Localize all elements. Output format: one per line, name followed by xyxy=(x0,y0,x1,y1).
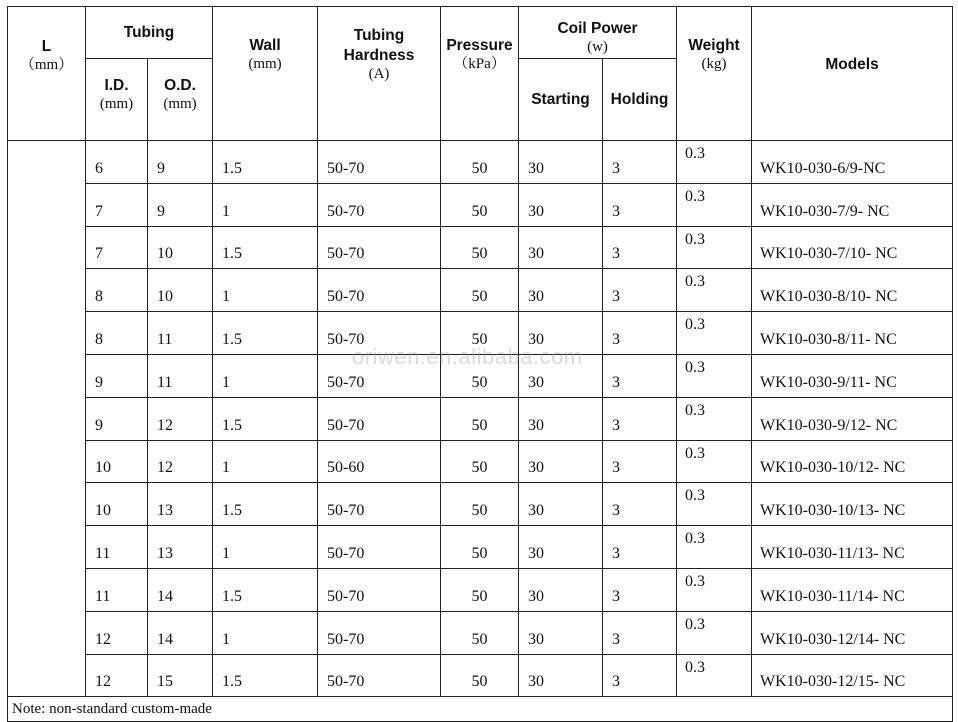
cell-holding xyxy=(603,611,677,654)
header-od xyxy=(148,59,213,141)
cell-od xyxy=(148,440,213,483)
cell-model-text: WK10-030-8/11- NC xyxy=(760,330,897,348)
header-weight xyxy=(677,7,752,141)
table-row xyxy=(8,654,953,697)
cell-od-text: 12 xyxy=(157,459,173,477)
cell-od-text: 10 xyxy=(157,288,173,306)
cell-pressure xyxy=(441,654,519,697)
cell-holding xyxy=(603,440,677,483)
cell-starting xyxy=(519,269,603,312)
cell-od xyxy=(148,354,213,397)
cell-starting xyxy=(519,440,603,483)
cell-od-text: 13 xyxy=(157,544,173,562)
table-row xyxy=(8,141,953,184)
header-pressure-label: Pressure xyxy=(446,37,513,54)
cell-pressure-text: 50 xyxy=(471,630,488,648)
cell-id-text: 12 xyxy=(95,673,111,691)
cell-model xyxy=(752,611,953,654)
cell-wall-text: 1 xyxy=(222,202,230,220)
cell-id-text: 9 xyxy=(95,416,103,434)
cell-weight-text: 0.3 xyxy=(685,187,706,205)
cell-pressure-text: 50 xyxy=(471,459,488,477)
cell-id xyxy=(86,654,148,697)
watermark: oriwen.en.alibaba.com xyxy=(352,344,583,369)
header-hardness xyxy=(318,7,441,141)
cell-od xyxy=(148,226,213,269)
cell-wall xyxy=(213,568,318,611)
note-row xyxy=(8,697,953,722)
cell-weight xyxy=(677,141,752,184)
cell-weight xyxy=(677,611,752,654)
cell-od xyxy=(148,526,213,569)
cell-hardness xyxy=(318,611,441,654)
cell-weight-text: 0.3 xyxy=(685,230,706,248)
cell-id xyxy=(86,483,148,526)
cell-hardness xyxy=(318,354,441,397)
cell-hardness xyxy=(318,568,441,611)
cell-pressure-text: 50 xyxy=(471,202,488,220)
cell-starting-text: 30 xyxy=(528,459,544,477)
cell-wall-text: 1.5 xyxy=(222,587,242,605)
cell-id xyxy=(86,611,148,654)
cell-weight xyxy=(677,440,752,483)
cell-hardness-text: 50-70 xyxy=(327,245,365,263)
cell-pressure-text: 50 xyxy=(471,159,488,177)
cell-od xyxy=(148,611,213,654)
cell-wall-text: 1 xyxy=(222,373,230,391)
cell-model-text: WK10-030-9/12- NC xyxy=(760,416,898,434)
cell-model xyxy=(752,269,953,312)
cell-id-text: 7 xyxy=(95,202,103,220)
cell-starting-text: 30 xyxy=(528,630,544,648)
cell-pressure xyxy=(441,312,519,355)
cell-hardness-text: 50-70 xyxy=(327,544,365,562)
cell-od xyxy=(148,654,213,697)
table-row xyxy=(8,312,953,355)
cell-holding-text: 3 xyxy=(612,459,620,477)
cell-holding xyxy=(603,397,677,440)
cell-wall xyxy=(213,611,318,654)
cell-weight xyxy=(677,397,752,440)
cell-hardness xyxy=(318,654,441,697)
cell-hardness-text: 50-70 xyxy=(327,330,365,348)
cell-id-text: 9 xyxy=(95,373,103,391)
cell-holding-text: 3 xyxy=(612,288,620,306)
header-hardness-unit: (A) xyxy=(368,66,390,82)
cell-starting-text: 30 xyxy=(528,245,544,263)
cell-hardness xyxy=(318,312,441,355)
cell-model-text: WK10-030-12/15- NC xyxy=(760,673,906,691)
cell-od-text: 9 xyxy=(157,202,165,220)
cell-weight xyxy=(677,226,752,269)
cell-pressure xyxy=(441,483,519,526)
cell-wall xyxy=(213,526,318,569)
header-hardness-line1: Tubing xyxy=(353,27,405,44)
spec-table xyxy=(7,6,953,722)
cell-holding-text: 3 xyxy=(612,245,620,263)
cell-model xyxy=(752,654,953,697)
cell-starting xyxy=(519,611,603,654)
header-l-unit: （mm） xyxy=(19,57,74,73)
table-row xyxy=(8,440,953,483)
cell-od-text: 11 xyxy=(157,330,173,348)
cell-hardness-text: 50-70 xyxy=(327,673,365,691)
cell-od xyxy=(148,397,213,440)
cell-holding xyxy=(603,568,677,611)
header-coil-power-unit: (w) xyxy=(587,39,608,55)
cell-id xyxy=(86,440,148,483)
cell-od-text: 11 xyxy=(157,373,173,391)
header-id xyxy=(86,59,148,141)
cell-od-text: 14 xyxy=(157,630,173,648)
cell-od xyxy=(148,312,213,355)
cell-hardness xyxy=(318,440,441,483)
cell-starting-text: 30 xyxy=(528,416,544,434)
cell-hardness-text: 50-70 xyxy=(327,288,365,306)
header-id-unit: (mm) xyxy=(99,96,134,112)
cell-model xyxy=(752,141,953,184)
cell-id-text: 10 xyxy=(95,459,111,477)
header-od-unit: (mm) xyxy=(163,96,197,112)
cell-pressure xyxy=(441,141,519,184)
table-row xyxy=(8,568,953,611)
cell-id xyxy=(86,312,148,355)
cell-weight xyxy=(677,183,752,226)
header-coil-power xyxy=(519,7,677,59)
cell-starting xyxy=(519,483,603,526)
header-l-label: L xyxy=(41,38,52,55)
cell-pressure xyxy=(441,354,519,397)
header-id-label: I.D. xyxy=(104,77,129,94)
cell-id xyxy=(86,526,148,569)
cell-pressure-text: 50 xyxy=(471,245,488,263)
cell-starting-text: 30 xyxy=(528,502,544,520)
cell-weight xyxy=(677,312,752,355)
cell-od xyxy=(148,483,213,526)
cell-id xyxy=(86,397,148,440)
cell-holding xyxy=(603,312,677,355)
cell-pressure-text: 50 xyxy=(471,330,488,348)
cell-holding xyxy=(603,269,677,312)
header-models xyxy=(752,7,953,141)
cell-hardness xyxy=(318,141,441,184)
header-tubing xyxy=(86,7,213,59)
cell-od xyxy=(148,141,213,184)
cell-pressure-text: 50 xyxy=(471,502,488,520)
cell-wall-text: 1.5 xyxy=(222,416,242,434)
cell-id-text: 11 xyxy=(95,587,111,605)
cell-id xyxy=(86,226,148,269)
cell-wall-text: 1.5 xyxy=(222,502,242,520)
cell-holding-text: 3 xyxy=(612,330,620,348)
cell-id-text: 8 xyxy=(95,330,103,348)
table-row xyxy=(8,483,953,526)
table-row xyxy=(8,183,953,226)
cell-wall xyxy=(213,226,318,269)
cell-pressure xyxy=(441,568,519,611)
cell-wall-text: 1.5 xyxy=(222,245,242,263)
cell-od-text: 15 xyxy=(157,673,173,691)
header-weight-unit: (kg) xyxy=(701,56,727,72)
cell-starting xyxy=(519,568,603,611)
header-wall-label: Wall xyxy=(249,37,281,54)
cell-pressure-text: 50 xyxy=(471,544,488,562)
cell-holding xyxy=(603,526,677,569)
header-coil-power-label: Coil Power xyxy=(557,20,638,37)
cell-weight xyxy=(677,526,752,569)
table-row xyxy=(8,269,953,312)
cell-holding-text: 3 xyxy=(612,373,620,391)
cell-model xyxy=(752,568,953,611)
header-od-label: O.D. xyxy=(164,77,196,94)
cell-id-text: 11 xyxy=(95,544,111,562)
cell-wall-text: 1.5 xyxy=(222,330,242,348)
cell-starting xyxy=(519,226,603,269)
cell-id xyxy=(86,354,148,397)
cell-holding-text: 3 xyxy=(612,159,620,177)
table-row xyxy=(8,611,953,654)
cell-pressure-text: 50 xyxy=(471,416,488,434)
header-holding-label: Holding xyxy=(610,90,669,108)
cell-model xyxy=(752,440,953,483)
cell-starting xyxy=(519,354,603,397)
cell-wall-text: 1 xyxy=(222,288,230,306)
cell-holding-text: 3 xyxy=(612,673,620,691)
cell-starting-text: 30 xyxy=(528,544,544,562)
cell-wall-text: 1.5 xyxy=(222,673,242,691)
header-wall xyxy=(213,7,318,141)
cell-od-text: 9 xyxy=(157,159,165,177)
cell-wall xyxy=(213,354,318,397)
cell-starting-text: 30 xyxy=(528,373,544,391)
header-l xyxy=(8,7,86,141)
cell-wall-text: 1.5 xyxy=(222,159,242,177)
cell-starting-text: 30 xyxy=(528,330,544,348)
cell-hardness-text: 50-70 xyxy=(327,502,365,520)
cell-pressure-text: 50 xyxy=(471,673,488,691)
cell-od-text: 13 xyxy=(157,502,173,520)
cell-pressure-text: 50 xyxy=(471,288,488,306)
cell-pressure-text: 50 xyxy=(471,587,488,605)
cell-holding-text: 3 xyxy=(612,544,620,562)
cell-hardness xyxy=(318,226,441,269)
cell-starting xyxy=(519,312,603,355)
cell-holding-text: 3 xyxy=(612,416,620,434)
cell-id-text: 10 xyxy=(95,502,111,520)
cell-od-text: 12 xyxy=(157,416,173,434)
cell-model-text: WK10-030-10/13- NC xyxy=(760,502,906,520)
cell-wall xyxy=(213,654,318,697)
table-row xyxy=(8,354,953,397)
cell-weight-text: 0.3 xyxy=(685,572,706,590)
cell-model-text: WK10-030-10/12- NC xyxy=(760,459,906,477)
cell-hardness-text: 50-70 xyxy=(327,416,365,434)
cell-wall xyxy=(213,141,318,184)
table-row xyxy=(8,226,953,269)
cell-weight-text: 0.3 xyxy=(685,145,706,162)
table-body xyxy=(8,141,953,697)
cell-pressure xyxy=(441,611,519,654)
cell-model xyxy=(752,226,953,269)
cell-weight xyxy=(677,483,752,526)
cell-wall xyxy=(213,269,318,312)
cell-model-text: WK10-030-11/14- NC xyxy=(760,587,905,605)
cell-hardness-text: 50-70 xyxy=(327,159,365,177)
cell-pressure xyxy=(441,526,519,569)
cell-wall xyxy=(213,397,318,440)
cell-model xyxy=(752,183,953,226)
header-models-label: Models xyxy=(825,55,879,73)
cell-id-text: 7 xyxy=(95,245,103,263)
header-starting-label: Starting xyxy=(531,90,590,108)
cell-weight xyxy=(677,354,752,397)
cell-holding xyxy=(603,654,677,697)
table-row xyxy=(8,397,953,440)
cell-hardness xyxy=(318,397,441,440)
cell-od-text: 10 xyxy=(157,245,173,263)
cell-hardness xyxy=(318,269,441,312)
cell-wall xyxy=(213,183,318,226)
cell-od xyxy=(148,183,213,226)
cell-model-text: WK10-030-11/13- NC xyxy=(760,544,905,562)
cell-weight xyxy=(677,568,752,611)
header-weight-label: Weight xyxy=(688,37,740,54)
cell-hardness xyxy=(318,483,441,526)
cell-starting-text: 30 xyxy=(528,587,544,605)
cell-holding-text: 3 xyxy=(612,502,620,520)
cell-od xyxy=(148,568,213,611)
cell-weight-text: 0.3 xyxy=(685,444,706,462)
header-wall-unit: (mm) xyxy=(248,56,282,72)
l-column-cell xyxy=(8,141,86,697)
cell-weight xyxy=(677,269,752,312)
cell-id xyxy=(86,141,148,184)
cell-hardness-text: 50-60 xyxy=(327,459,365,477)
cell-weight-text: 0.3 xyxy=(685,316,706,334)
cell-id xyxy=(86,183,148,226)
cell-model-text: WK10-030-9/11- NC xyxy=(760,373,897,391)
cell-model-text: WK10-030-7/10- NC xyxy=(760,245,898,263)
cell-wall-text: 1 xyxy=(222,630,230,648)
cell-weight-text: 0.3 xyxy=(685,530,706,548)
cell-hardness xyxy=(318,526,441,569)
cell-model-text: WK10-030-6/9-NC xyxy=(760,159,886,177)
cell-wall-text: 1 xyxy=(222,544,230,562)
cell-pressure xyxy=(441,226,519,269)
header-pressure-unit: （kPa） xyxy=(453,56,506,72)
cell-model-text: WK10-030-7/9- NC xyxy=(760,202,890,220)
cell-model xyxy=(752,312,953,355)
cell-weight-text: 0.3 xyxy=(685,401,706,419)
cell-starting xyxy=(519,654,603,697)
cell-starting xyxy=(519,397,603,440)
cell-od xyxy=(148,269,213,312)
cell-starting xyxy=(519,141,603,184)
cell-wall xyxy=(213,312,318,355)
cell-starting-text: 30 xyxy=(528,202,544,220)
cell-wall-text: 1 xyxy=(222,459,230,477)
cell-hardness-text: 50-70 xyxy=(327,202,365,220)
cell-hardness-text: 50-70 xyxy=(327,373,365,391)
header-pressure xyxy=(441,7,519,141)
cell-hardness xyxy=(318,183,441,226)
cell-pressure xyxy=(441,440,519,483)
cell-weight-text: 0.3 xyxy=(685,658,706,676)
cell-hardness-text: 50-70 xyxy=(327,587,365,605)
cell-starting-text: 30 xyxy=(528,159,544,177)
cell-holding-text: 3 xyxy=(612,202,620,220)
cell-starting-text: 30 xyxy=(528,673,544,691)
header-hardness-line2: Hardness xyxy=(343,47,415,64)
table-row xyxy=(8,526,953,569)
cell-holding-text: 3 xyxy=(612,587,620,605)
cell-pressure xyxy=(441,269,519,312)
cell-starting xyxy=(519,526,603,569)
cell-model-text: WK10-030-12/14- NC xyxy=(760,630,906,648)
cell-holding-text: 3 xyxy=(612,630,620,648)
cell-weight-text: 0.3 xyxy=(685,615,706,633)
cell-model xyxy=(752,526,953,569)
cell-weight-text: 0.3 xyxy=(685,487,706,505)
cell-wall xyxy=(213,440,318,483)
cell-pressure-text: 50 xyxy=(471,373,488,391)
cell-holding xyxy=(603,183,677,226)
cell-model xyxy=(752,397,953,440)
cell-model xyxy=(752,483,953,526)
cell-pressure xyxy=(441,183,519,226)
header-tubing-label: Tubing xyxy=(123,23,175,41)
cell-starting-text: 30 xyxy=(528,288,544,306)
cell-od-text: 14 xyxy=(157,587,173,605)
cell-pressure xyxy=(441,397,519,440)
cell-weight-text: 0.3 xyxy=(685,358,706,376)
note-text: Note: non-standard custom-made xyxy=(12,700,212,717)
cell-id xyxy=(86,568,148,611)
cell-hardness-text: 50-70 xyxy=(327,630,365,648)
cell-holding xyxy=(603,141,677,184)
cell-model xyxy=(752,354,953,397)
cell-weight-text: 0.3 xyxy=(685,273,706,291)
cell-starting xyxy=(519,183,603,226)
cell-holding xyxy=(603,483,677,526)
cell-id-text: 8 xyxy=(95,288,103,306)
cell-weight xyxy=(677,654,752,697)
cell-model-text: WK10-030-8/10- NC xyxy=(760,288,898,306)
cell-id-text: 6 xyxy=(95,159,103,177)
header-starting xyxy=(519,59,603,141)
cell-wall xyxy=(213,483,318,526)
cell-holding xyxy=(603,226,677,269)
cell-id-text: 12 xyxy=(95,630,111,648)
cell-holding xyxy=(603,354,677,397)
cell-id xyxy=(86,269,148,312)
header-holding xyxy=(603,59,677,141)
spec-table-frame xyxy=(7,6,952,717)
